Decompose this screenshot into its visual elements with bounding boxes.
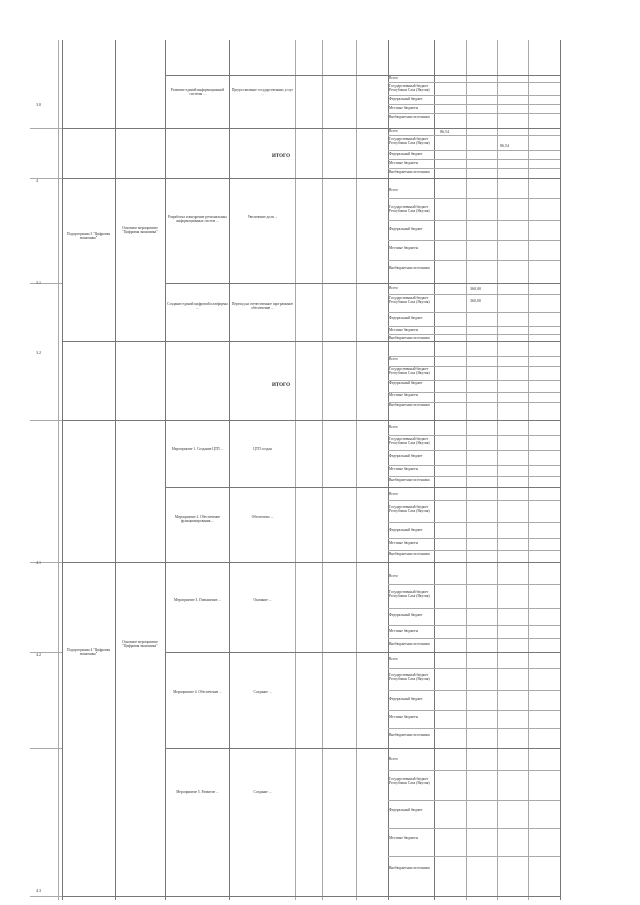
source-local: Местные бюджеты [389, 541, 419, 545]
source-federal: Федеральный бюджет [389, 454, 423, 458]
activity-result: Переход на отечественное программное обеспечение ... [231, 302, 294, 311]
activity-name: Мероприятие 4. Обеспечение ... [173, 690, 222, 694]
total-label: ИТОГО [272, 154, 290, 159]
source-federal: Федеральный бюджет [389, 697, 423, 701]
source-federal: Федеральный бюджет [389, 528, 423, 532]
col-divider [295, 40, 296, 900]
source-all: Всего [389, 286, 398, 290]
col-divider [322, 40, 323, 900]
row-divider [165, 487, 560, 488]
source-extra: Внебюджетные источники [389, 733, 430, 737]
row-divider [165, 748, 560, 749]
activity-name: Мероприятие 2. Обеспечение функционирования ... [174, 515, 221, 524]
value-cell: 86,54 [500, 143, 509, 148]
row-number: 4.1 [36, 560, 41, 565]
source-state: Государственный бюджет Республики Саха (Якутия) [389, 205, 430, 214]
row-divider [165, 283, 560, 284]
source-all: Всего [389, 76, 398, 80]
row-divider [62, 341, 560, 342]
source-extra: Внебюджетные источники [389, 266, 430, 270]
source-state: Государственный бюджет Республики Саха (Якутия) [389, 137, 430, 146]
source-all: Всего [389, 757, 398, 761]
activity-result: ЦТП создан [253, 447, 272, 451]
subprogram-title: Подпрограмма 4 "Цифровая экономика" [66, 648, 111, 657]
source-federal: Федеральный бюджет [389, 152, 423, 156]
activity-name: Мероприятие 5. Развитие ... [176, 790, 219, 794]
source-local: Местные бюджеты [389, 467, 419, 471]
source-all: Всего [389, 129, 398, 133]
source-extra: Внебюджетные источники [389, 478, 430, 482]
source-extra: Внебюджетные источники [389, 115, 430, 119]
row-divider [62, 896, 560, 897]
source-local: Местные бюджеты [389, 106, 419, 110]
source-local: Местные бюджеты [389, 328, 419, 332]
source-all: Всего [389, 657, 398, 661]
source-federal: Федеральный бюджет [389, 97, 423, 101]
source-all: Всего [389, 574, 398, 578]
col-divider [434, 40, 435, 900]
row-gutter [58, 40, 59, 900]
row-number: 4 [36, 178, 38, 183]
total-label: ИТОГО [272, 383, 290, 388]
col-divider [356, 40, 357, 900]
col-divider [466, 40, 467, 900]
source-federal: Федеральный бюджет [389, 613, 423, 617]
activity-name: Мероприятие 3. Повышение ... [173, 598, 222, 602]
source-all: Всего [389, 188, 398, 192]
row-divider [62, 178, 560, 179]
activity-result: Увеличение доли ... [247, 215, 278, 219]
source-state: Государственный бюджет Республики Саха (Якутия) [389, 367, 430, 376]
source-local: Местные бюджеты [389, 393, 419, 397]
activity-name: Создание единой цифровой платформы ... [167, 302, 228, 311]
main-event-title: Основное мероприятие "Цифровая экономика" [122, 640, 158, 649]
row-divider [165, 652, 560, 653]
activity-name: Разработка и внедрение региональных информационных систем ... [168, 215, 227, 224]
activity-result: Предоставление государственных услуг ... [231, 88, 294, 97]
value-cell: 86,54 [440, 129, 449, 134]
col-divider [528, 40, 529, 900]
source-local: Местные бюджеты [389, 836, 419, 840]
col-divider [497, 40, 498, 900]
row-number: 3.2 [36, 350, 41, 355]
source-state: Государственный бюджет Республики Саха (Якутия) [389, 505, 430, 514]
source-state: Государственный бюджет Республики Саха (Якутия) [389, 437, 430, 446]
source-state: Государственный бюджет Республики Саха (Якутия) [389, 296, 430, 305]
source-extra: Внебюджетные источники [389, 866, 430, 870]
col-divider [165, 40, 166, 900]
source-state: Государственный бюджет Республики Саха (Якутия) [389, 673, 430, 682]
source-local: Местные бюджеты [389, 161, 419, 165]
activity-result: Оказание ... [253, 598, 272, 602]
source-extra: Внебюджетные источники [389, 552, 430, 556]
source-federal: Федеральный бюджет [389, 316, 423, 320]
activity-result: Создание ... [253, 790, 272, 794]
row-number: 3.1 [36, 280, 41, 285]
source-extra: Внебюджетные источники [389, 642, 430, 646]
row-number: 4.3 [36, 888, 41, 893]
source-extra: Внебюджетные источники [389, 170, 430, 174]
source-local: Местные бюджеты [389, 246, 419, 250]
row-number: 3.0 [36, 102, 41, 107]
source-state: Государственный бюджет Республики Саха (Якутия) [389, 84, 430, 93]
row-divider [62, 562, 560, 563]
value-cell: 360,00 [470, 298, 481, 303]
col-divider [62, 40, 63, 900]
value-cell: 360,00 [470, 286, 481, 291]
activity-name: Развитие единой информационной системы ... [170, 88, 225, 97]
source-local: Местные бюджеты [389, 715, 419, 719]
source-all: Всего [389, 357, 398, 361]
subprogram-title: Подпрограмма 3 "Цифровая экономика" [66, 232, 111, 241]
source-state: Государственный бюджет Республики Саха (Якутия) [389, 590, 430, 599]
main-event-title: Основное мероприятие "Цифровая экономика" [122, 226, 158, 235]
source-local: Местные бюджеты [389, 629, 419, 633]
activity-result: Создание ... [253, 690, 272, 694]
source-federal: Федеральный бюджет [389, 227, 423, 231]
row-divider [165, 75, 560, 76]
activity-name: Мероприятие 1. Создание ЦТП ... [171, 447, 224, 451]
col-divider [115, 40, 116, 900]
source-extra: Внебюджетные источники [389, 403, 430, 407]
activity-result: Обеспечено ... [251, 515, 274, 519]
source-extra: Внебюджетные источники [389, 336, 430, 340]
source-federal: Федеральный бюджет [389, 381, 423, 385]
col-divider [560, 40, 561, 900]
row-divider [62, 128, 560, 129]
row-divider [62, 420, 560, 421]
source-all: Всего [389, 492, 398, 496]
source-state: Государственный бюджет Республики Саха (Якутия) [389, 777, 430, 786]
row-number: 4.2 [36, 652, 41, 657]
source-federal: Федеральный бюджет [389, 808, 423, 812]
source-all: Всего [389, 425, 398, 429]
col-divider [229, 40, 230, 900]
